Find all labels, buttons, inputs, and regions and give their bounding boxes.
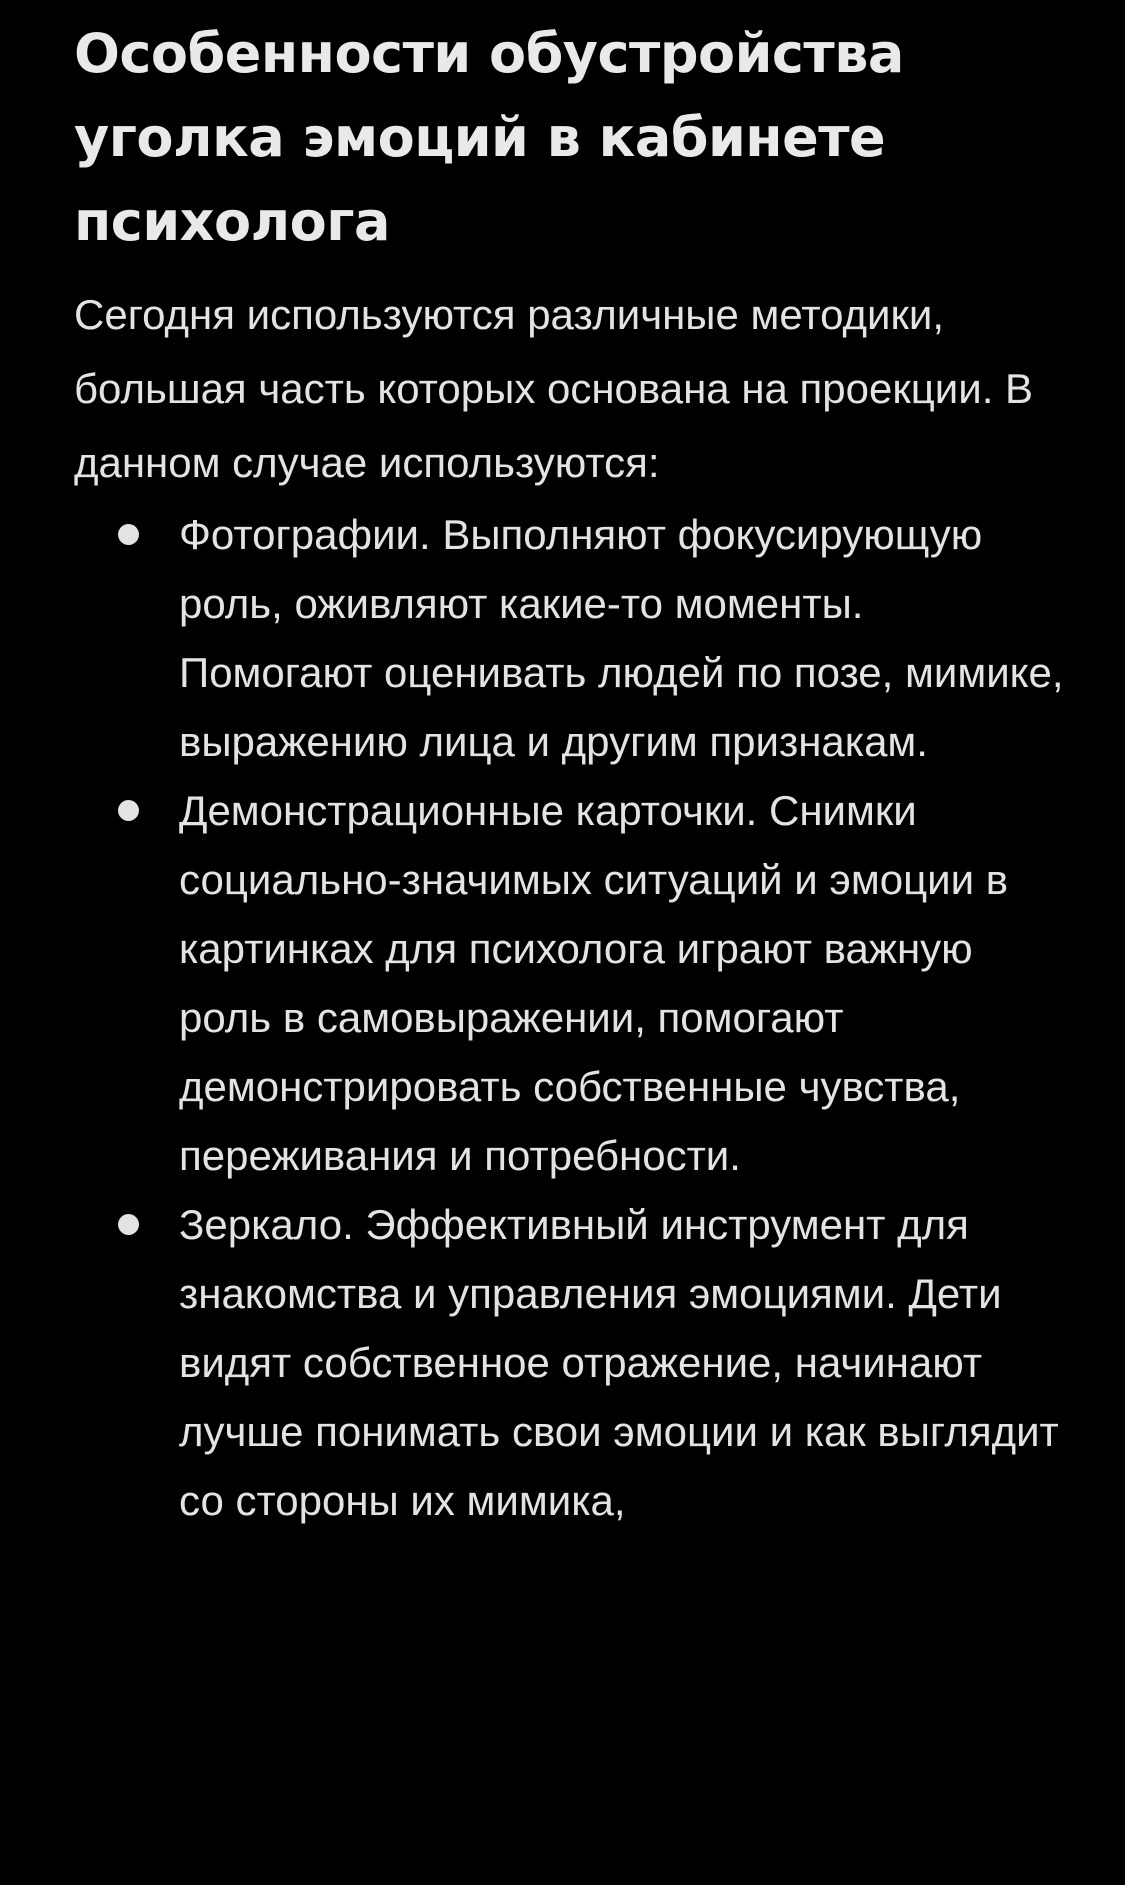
intro-paragraph: Сегодня используются различные методики, большая часть которых основана на проекции. В данном случае используются: bbox=[74, 291, 1034, 486]
list-item-text: Зеркало. Эффективный инструмент для знакомства и управления эмоциями. Дети видят собственное отражение, начинают лучше понимать свои эмоции и как выглядит со стороны их мимика, bbox=[179, 1201, 1059, 1524]
list-item bbox=[74, 776, 1064, 1190]
list-item-text: Демонстрационные карточки. Снимки социально-значимых ситуаций и эмоции в картинках для психолога играют важную роль в самовыражении, помогают демонстрировать собственные чувства, переживания и потребности. bbox=[179, 787, 1009, 1179]
bullet-list bbox=[74, 500, 1064, 1535]
list-item bbox=[74, 1190, 1064, 1535]
article bbox=[74, 0, 1064, 1535]
list-item bbox=[74, 500, 1064, 776]
article-title: Особенности обустройства уголка эмоций в кабинете психолога bbox=[74, 22, 904, 253]
bullet-icon bbox=[118, 1214, 139, 1235]
list-item-text: Фотографии. Выполняют фокусирующую роль, оживляют какие-то моменты. Помогают оценивать людей по позе, мимике, выражению лица и другим признакам. bbox=[179, 511, 1064, 765]
bullet-icon bbox=[118, 524, 139, 545]
bullet-icon bbox=[118, 800, 139, 821]
